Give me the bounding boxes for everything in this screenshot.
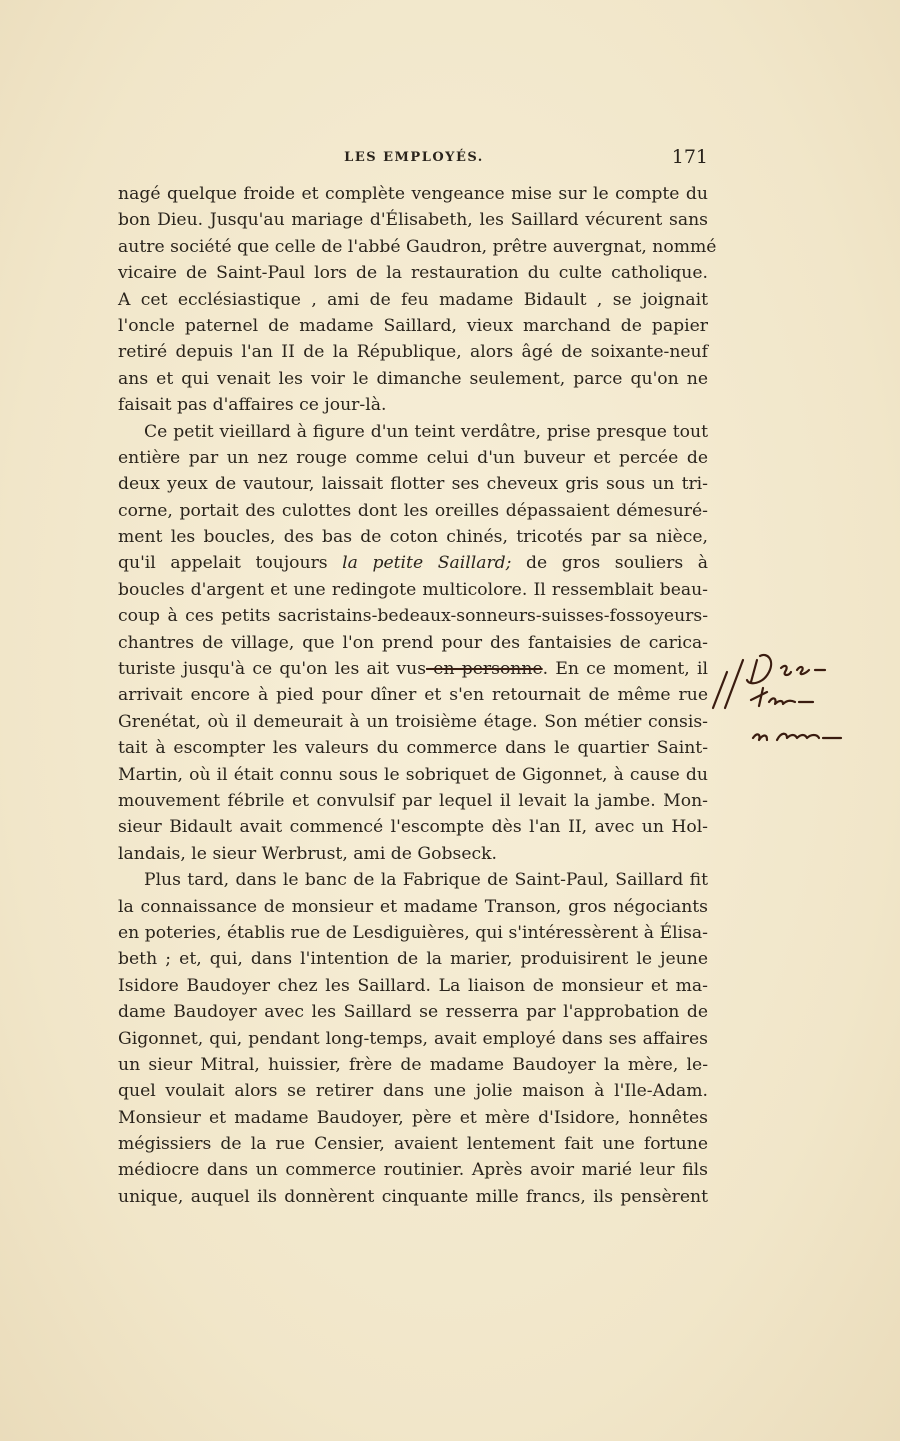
body-text bbox=[118, 181, 717, 1210]
text-line: Gigonnet, qui, pendant long-temps, avait employé dans ses affaires bbox=[118, 1028, 708, 1049]
text-line: quel voulait alors se retirer dans une jolie maison à l'Ile-Adam. bbox=[118, 1081, 708, 1102]
text-segment: qu'il appelait toujours bbox=[118, 553, 343, 574]
page-number: 171 bbox=[671, 146, 708, 168]
text-line: autre société que celle de l'abbé Gaudron, prêtre auvergnat, nommé bbox=[118, 236, 717, 257]
text-line: unique, auquel ils donnèrent cinquante mille francs, ils pensèrent bbox=[118, 1186, 708, 1207]
text-line: deux yeux de vautour, laissait flotter ses cheveux gris sous un tri- bbox=[118, 474, 708, 495]
text-line: sieur Bidault avait commencé l'escompte dès l'an II, avec un Hol- bbox=[118, 817, 708, 838]
text-line: vicaire de Saint-Paul lors de la restauration du culte catholique. bbox=[118, 263, 708, 284]
text-line: l'oncle paternel de madame Saillard, vieux marchand de papier bbox=[118, 315, 708, 336]
text-line: landais, le sieur Werbrust, ami de Gobseck. bbox=[118, 843, 497, 864]
running-title: LES EMPLOYÉS. bbox=[344, 150, 484, 165]
text-line: faisait pas d'affaires ce jour-là. bbox=[118, 395, 387, 416]
text-line: mégissiers de la rue Censier, avaient lentement fait une fortune bbox=[118, 1134, 708, 1155]
text-line: ans et qui venait les voir le dimanche seulement, parce qu'on ne bbox=[118, 368, 708, 389]
text-line: médiocre dans un commerce routinier. Après avoir marié leur fils bbox=[118, 1160, 708, 1181]
text-line: A cet ecclésiastique , ami de feu madame Bidault , se joignait bbox=[118, 289, 708, 310]
handwritten-margin-note bbox=[705, 650, 885, 760]
text-line: Plus tard, dans le banc de la Fabrique de Saint-Paul, Saillard fit bbox=[144, 870, 708, 891]
text-line: beth ; et, qui, dans l'intention de la marier, produisirent le jeune bbox=[118, 949, 708, 970]
text-line: Isidore Baudoyer chez les Saillard. La liaison de monsieur et ma- bbox=[118, 975, 708, 996]
text-line-with-deletion bbox=[118, 656, 708, 682]
text-line: la connaissance de monsieur et madame Transon, gros négociants bbox=[118, 896, 708, 917]
text-line: ment les boucles, des bas de coton chinés, tricotés par sa nièce, bbox=[118, 527, 708, 548]
text-line: en poteries, établis rue de Lesdiguières, qui s'intéressèrent à Élisa- bbox=[118, 922, 708, 943]
text-line: Ce petit vieillard à figure d'un teint verdâtre, prise presque tout bbox=[144, 421, 708, 442]
text-line: Monsieur et madame Baudoyer, père et mère d'Isidore, honnêtes bbox=[118, 1107, 708, 1128]
text-segment: . En ce moment, il bbox=[542, 659, 708, 680]
text-line: corne, portait des culottes dont les oreilles dépassaient démesuré- bbox=[118, 500, 708, 521]
text-line: coup à ces petits sacristains-bedeaux-sonneurs-suisses-fossoyeurs- bbox=[118, 606, 708, 627]
text-line: retiré depuis l'an II de la République, alors âgé de soixante-neuf bbox=[118, 342, 708, 363]
text-line: nagé quelque froide et complète vengeance mise sur le compte du bbox=[118, 184, 708, 204]
text-line: Grenétat, où il demeurait à un troisième étage. Son métier consis- bbox=[118, 711, 708, 732]
text-line: bon Dieu. Jusqu'au mariage d'Élisabeth, les Saillard vécurent sans bbox=[118, 210, 708, 231]
text-line-with-italic bbox=[118, 550, 708, 576]
struck-through-phrase: en personne bbox=[426, 659, 543, 680]
text-line: entière par un nez rouge comme celui d'un buveur et percée de bbox=[118, 447, 708, 468]
text-line: boucles d'argent et une redingote multicolore. Il ressemblait beau- bbox=[118, 579, 708, 600]
text-line: arrivait encore à pied pour dîner et s'en retournait de même rue bbox=[118, 685, 708, 706]
text-line: chantres de village, que l'on prend pour des fantaisies de carica- bbox=[118, 632, 708, 653]
text-segment: de gros souliers à bbox=[511, 553, 708, 574]
page-header bbox=[118, 146, 710, 172]
text-line: dame Baudoyer avec les Saillard se resserra par l'approbation de bbox=[118, 1002, 708, 1023]
text-segment: turiste jusqu'à ce qu'on les ait vus bbox=[118, 659, 427, 680]
text-line: mouvement fébrile et convulsif par lequel il levait la jambe. Mon- bbox=[118, 790, 708, 811]
italic-phrase: la petite Saillard; bbox=[342, 553, 512, 574]
text-line: tait à escompter les valeurs du commerce dans le quartier Saint- bbox=[118, 738, 708, 759]
handwriting-scribble-icon bbox=[705, 650, 885, 760]
text-line: Martin, où il était connu sous le sobriquet de Gigonnet, à cause du bbox=[118, 764, 708, 785]
text-line: un sieur Mitral, huissier, frère de madame Baudoyer la mère, le- bbox=[118, 1054, 708, 1075]
